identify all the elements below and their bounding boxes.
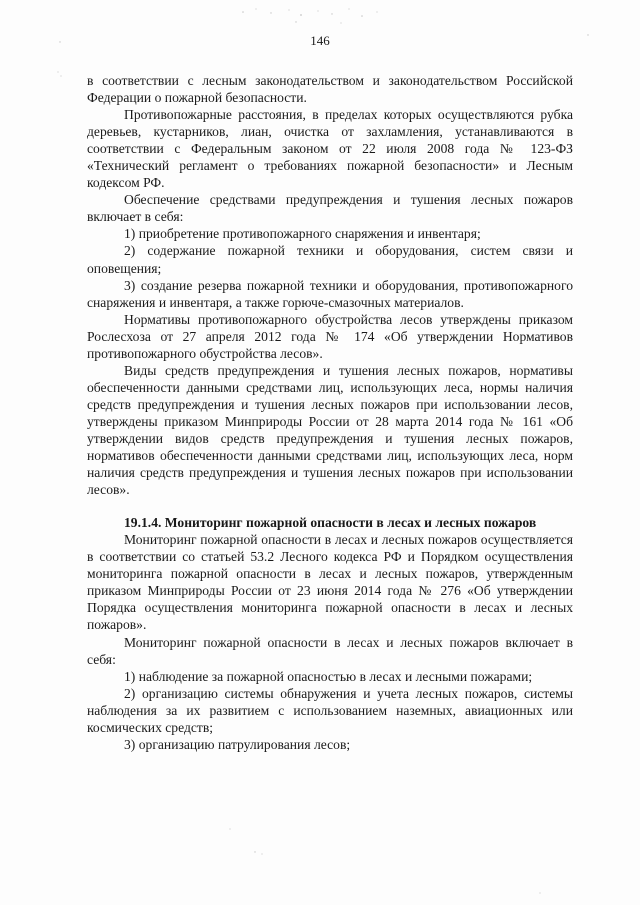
section-heading: 19.1.4. Мониторинг пожарной опасности в лесах и лесных пожаров <box>124 515 537 531</box>
paragraph-monitoring: Мониторинг пожарной опасности в лесах и лесных пожаров осуществляется в соответствии со статьей 53.2 Лесного кодекса РФ и Порядком осуществления мониторинга пожарной опасности в лесах и лесных пожаров, утвержденным приказом Минприроды России от 23 июня 2014 года № 276 «Об утверждении Порядка осуществления мониторинга пожарной опасности в лесах и лесных пожаров». <box>87 532 573 633</box>
list-item-2: 2) содержание пожарной техники и оборудования, систем связи и оповещения; <box>87 243 573 276</box>
list-item-1: 1) приобретение противопожарного снаряжения и инвентаря; <box>124 226 481 242</box>
monitoring-item-3: 3) организацию патрулирования лесов; <box>124 736 351 752</box>
list-item-3: 3) создание резерва пожарной техники и оборудования, противопожарного снаряжения и инвентаря, а также горюче-смазочных материалов. <box>87 277 573 310</box>
page-number: 146 <box>310 33 330 48</box>
paragraph-fire-distances: Противопожарные расстояния, в пределах которых осуществляются рубка деревьев, кустарников, лиан, очистка от захламления, устанавливаются в соответствии с Федеральным законом от 22 июля 2008 года № 123-ФЗ «Технический регламент о требованиях пожарной безопасности» и Лесным кодексом РФ. <box>87 107 573 191</box>
paragraph-fire-equipment-intro: Обеспечение средствами предупреждения и тушения лесных пожаров включает в себя: <box>87 192 573 225</box>
paragraph-norms: Нормативы противопожарного обустройства лесов утверждены приказом Рослесхоза от 27 апреля 2012 года № 174 «Об утверждении Нормативов противопожарного обустройства лесов». <box>87 311 573 361</box>
monitoring-item-1: 1) наблюдение за пожарной опасностью в лесах и лесными пожарами; <box>124 668 533 684</box>
paragraph-means-types: Виды средств предупреждения и тушения лесных пожаров, нормативы обеспеченности данными средствами лиц, использующих леса, нормы наличия средств предупреждения и тушения лесных пожаров при использовании лесов, утверждены приказом Минприроды России от 28 марта 2014 года № 161 «Об утверждении видов средств предупреждения и тушения лесных пожаров, нормативов обеспеченности данными средствами лиц, использующих леса, норм наличия средств предупреждения и тушения лесных пожаров при использовании лесов». <box>87 362 573 498</box>
paragraph-continuation: в соответствии с лесным законодательством и законодательством Российской Федерации о пожарной безопасности. <box>87 73 573 106</box>
monitoring-item-2: 2) организацию системы обнаружения и учета лесных пожаров, системы наблюдения за их развитием с использованием наземных, авиационных или космических средств; <box>87 685 573 735</box>
paragraph-monitoring-intro: Мониторинг пожарной опасности в лесах и лесных пожаров включает в себя: <box>87 634 573 667</box>
document-body <box>87 72 573 753</box>
